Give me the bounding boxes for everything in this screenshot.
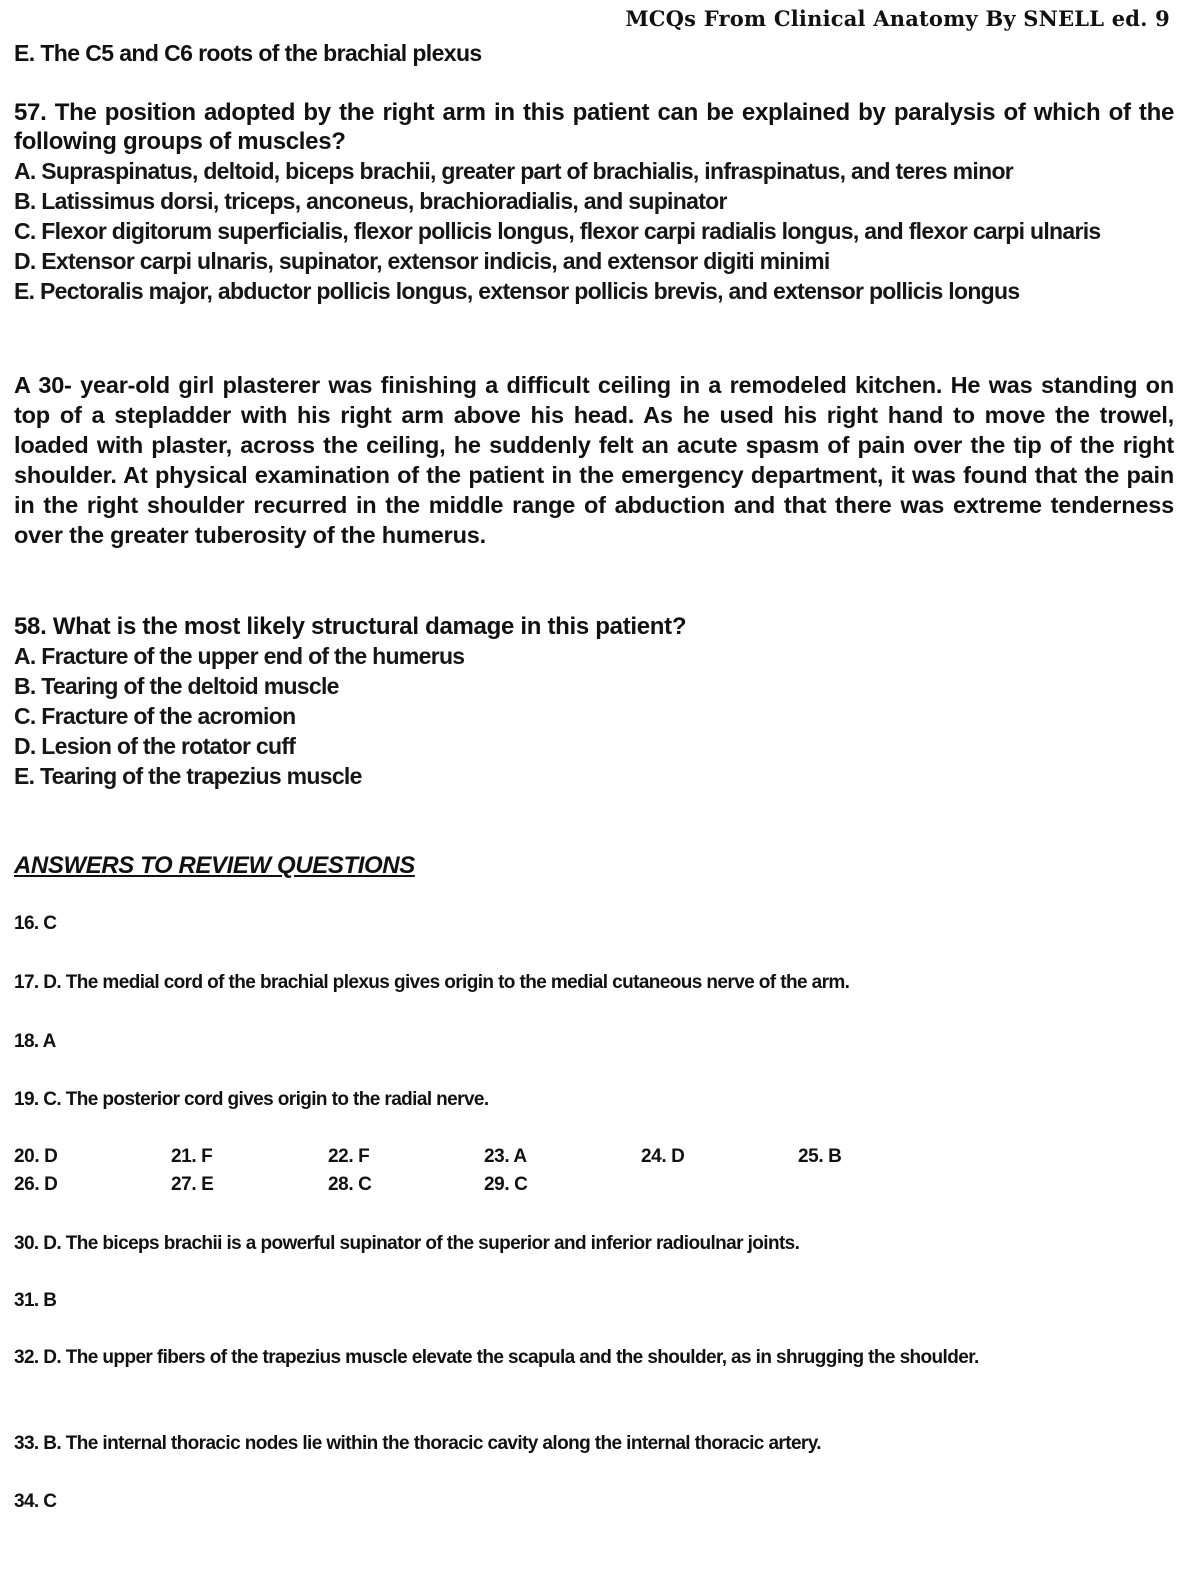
answer-33: 33. B. The internal thoracic nodes lie within the thoracic cavity along the internal thoracic artery. xyxy=(14,1433,821,1454)
clinical-case: A 30- year-old girl plasterer was finishing a difficult ceiling in a remodeled kitchen. He was standing on top of a stepladder with his right arm above his head. As he used his right hand to move the trowel, loaded with plaster, across the ceiling, he suddenly felt an acute spasm of pain over the tip of the right shoulder. At physical examination of the patient in the emergency department, it was found that the pain in the right shoulder recurred in the middle range of abduction and that there was extreme tenderness over the greater tuberosity of the humerus. xyxy=(14,372,1174,548)
question-58-stem: 58. What is the most likely structural damage in this patient? xyxy=(14,613,687,640)
answer-19: 19. C. The posterior cord gives origin to the radial nerve. xyxy=(14,1089,489,1110)
answer-27: 27. E xyxy=(171,1174,214,1195)
answer-17: 17. D. The medial cord of the brachial plexus gives origin to the medial cutaneous nerve of the arm. xyxy=(14,972,850,993)
question-58-options xyxy=(14,641,1174,791)
option-d: D. Extensor carpi ulnaris, supinator, extensor indicis, and extensor digiti minimi xyxy=(14,248,830,274)
answer-28: 28. C xyxy=(328,1174,372,1195)
answer-16: 16. C xyxy=(14,913,57,934)
question-58 xyxy=(14,612,1174,791)
question-57 xyxy=(14,98,1174,306)
answers-heading: ANSWERS TO REVIEW QUESTIONS xyxy=(14,852,415,879)
option-d: D. Lesion of the rotator cuff xyxy=(14,733,296,759)
option-e: E. Tearing of the trapezius muscle xyxy=(14,763,362,789)
answer-22: 22. F xyxy=(328,1146,370,1167)
answer-26: 26. D xyxy=(14,1174,58,1195)
option-a: A. Fracture of the upper end of the humerus xyxy=(14,643,465,669)
answer-25: 25. B xyxy=(798,1146,842,1167)
answer-34: 34. C xyxy=(14,1491,57,1512)
previous-option-e: E. The C5 and C6 roots of the brachial plexus xyxy=(14,40,482,66)
answer-31: 31. B xyxy=(14,1290,57,1311)
option-c: C. Flexor digitorum superficialis, flexor pollicis longus, flexor carpi radialis longus, and flexor carpi ulnaris xyxy=(14,218,1101,244)
question-57-stem: 57. The position adopted by the right arm in this patient can be explained by paralysis of which of the following groups of muscles? xyxy=(14,99,1174,155)
answers-grid-row xyxy=(14,1174,914,1202)
answer-21: 21. F xyxy=(171,1146,213,1167)
answer-20: 20. D xyxy=(14,1146,58,1167)
question-57-options xyxy=(14,156,1174,306)
option-b: B. Tearing of the deltoid muscle xyxy=(14,673,339,699)
option-e: E. Pectoralis major, abductor pollicis longus, extensor pollicis brevis, and extensor pollicis longus xyxy=(14,278,1020,304)
running-header: MCQs From Clinical Anatomy By SNELL ed. 9 xyxy=(625,6,1170,31)
answers-grid xyxy=(14,1146,914,1202)
answer-32: 32. D. The upper fibers of the trapezius muscle elevate the scapula and the shoulder, as in shrugging the shoulder. xyxy=(14,1347,979,1368)
answer-23: 23. A xyxy=(484,1146,527,1167)
answer-18: 18. A xyxy=(14,1031,56,1052)
answer-29: 29. C xyxy=(484,1174,528,1195)
answers-grid-row xyxy=(14,1146,914,1174)
option-a: A. Supraspinatus, deltoid, biceps brachii, greater part of brachialis, infraspinatus, and teres minor xyxy=(14,158,1014,184)
option-b: B. Latissimus dorsi, triceps, anconeus, brachioradialis, and supinator xyxy=(14,188,727,214)
answer-30: 30. D. The biceps brachii is a powerful supinator of the superior and inferior radioulnar joints. xyxy=(14,1233,800,1254)
option-c: C. Fracture of the acromion xyxy=(14,703,296,729)
answer-24: 24. D xyxy=(641,1146,685,1167)
